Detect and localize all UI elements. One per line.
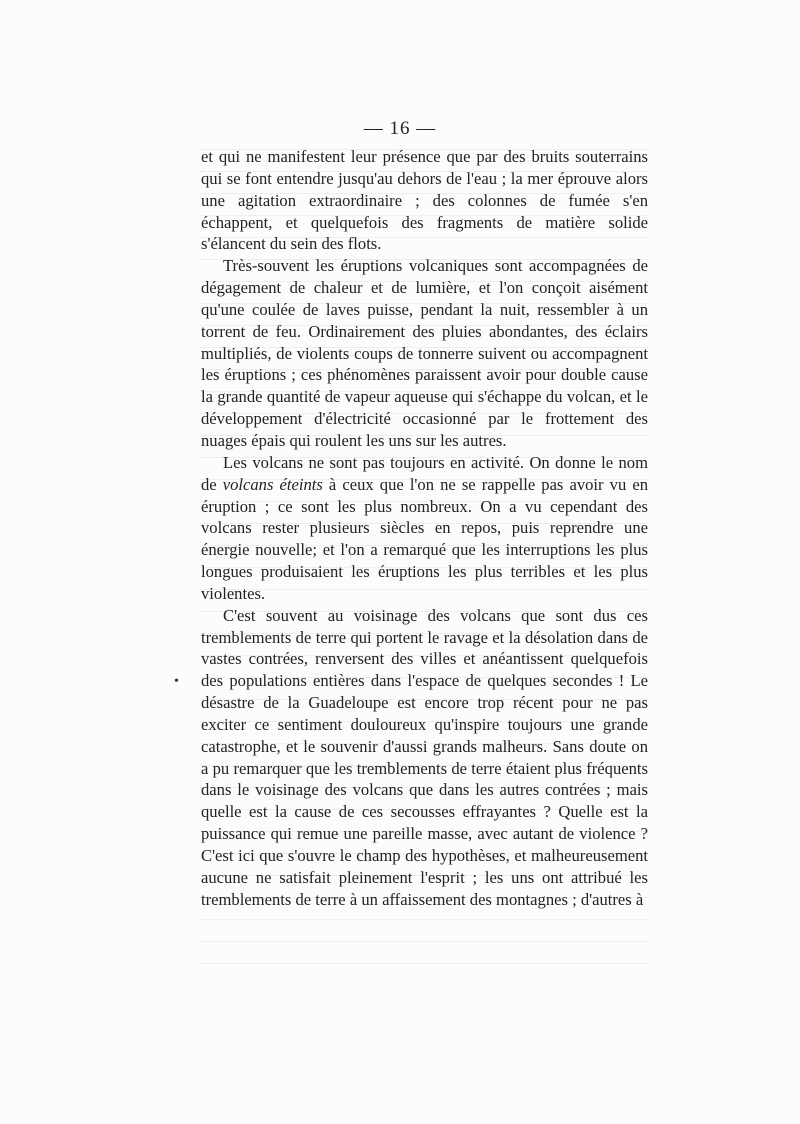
margin-mark: •	[174, 674, 179, 689]
paragraph-text: à ceux que l'on ne se rappelle pas avoir vu en éruption ; ce sont les plus nombreux. On a vu cependant des volcans rester plusieurs siècles en repos, puis reprendre une énergie nouvelle; et l'on a remarqué que les interruptions les plus longues produisaient les éruptions les plus terribles et les plus violentes.	[201, 474, 648, 603]
paragraph-text: Les volcans ne sont pas toujours en activité. On donne le nom de	[201, 452, 648, 494]
paragraph: C'est souvent au voisinage des volcans que sont dus ces tremblements de terre qui portent le ravage et la désolation dans de vastes contrées, renversent des villes et anéantissent quelquefois des populations entières dans l'espace de quelques secondes ! Le désastre de la Guadeloupe est encore trop récent pour ne pas exciter ce sentiment douloureux qu'inspire toujours une grande catastrophe, et le souvenir d'aussi grands malheurs. Sans doute on a pu remarquer que les tremblements de terre étaient plus fréquents dans le voisinage des volcans que dans les autres contrées ; mais quelle est la cause de ces secousses effrayantes ? Quelle est la puissance qui remue une pareille masse, avec autant de violence ? C'est ici que s'ouvre le champ des hypothèses, et malheureusement aucune ne satisfait pleinement l'esprit ; les uns ont attribué les tremblements de terre à un affaissement des montagnes ; d'autres à	[201, 605, 648, 909]
show-through-line	[200, 919, 650, 920]
paragraph	[201, 452, 648, 605]
page-number-header: — 16 —	[363, 118, 437, 139]
paragraph: et qui ne manifestent leur présence que par des bruits souterrains qui se font entendre jusqu'au dehors de l'eau ; la mer éprouve alors une agitation extraordinaire ; des colonnes de fumée s'en échappent, et quelquefois des fragments de matière solide s'élancent du sein des flots.	[201, 147, 648, 254]
show-through-line	[200, 963, 650, 964]
body-text	[201, 146, 648, 911]
show-through-line	[200, 941, 650, 942]
emphasized-term: volcans éteints	[222, 474, 323, 494]
paragraph: Très-souvent les éruptions volcaniques sont accompagnées de dégagement de chaleur et de lumière, et l'on conçoit aisément qu'une coulée de laves puisse, pendant la nuit, ressembler à un torrent de feu. Ordinairement des pluies abondantes, des éclairs multipliés, de violents coups de tonnerre suivent ou accompagnent les éruptions ; ces phénomènes paraissent avoir pour double cause la grande quantité de vapeur aqueuse qui s'échappe du volcan, et le développement d'électricité occasionné par le frottement des nuages épais qui roulent les uns sur les autres.	[201, 256, 648, 450]
